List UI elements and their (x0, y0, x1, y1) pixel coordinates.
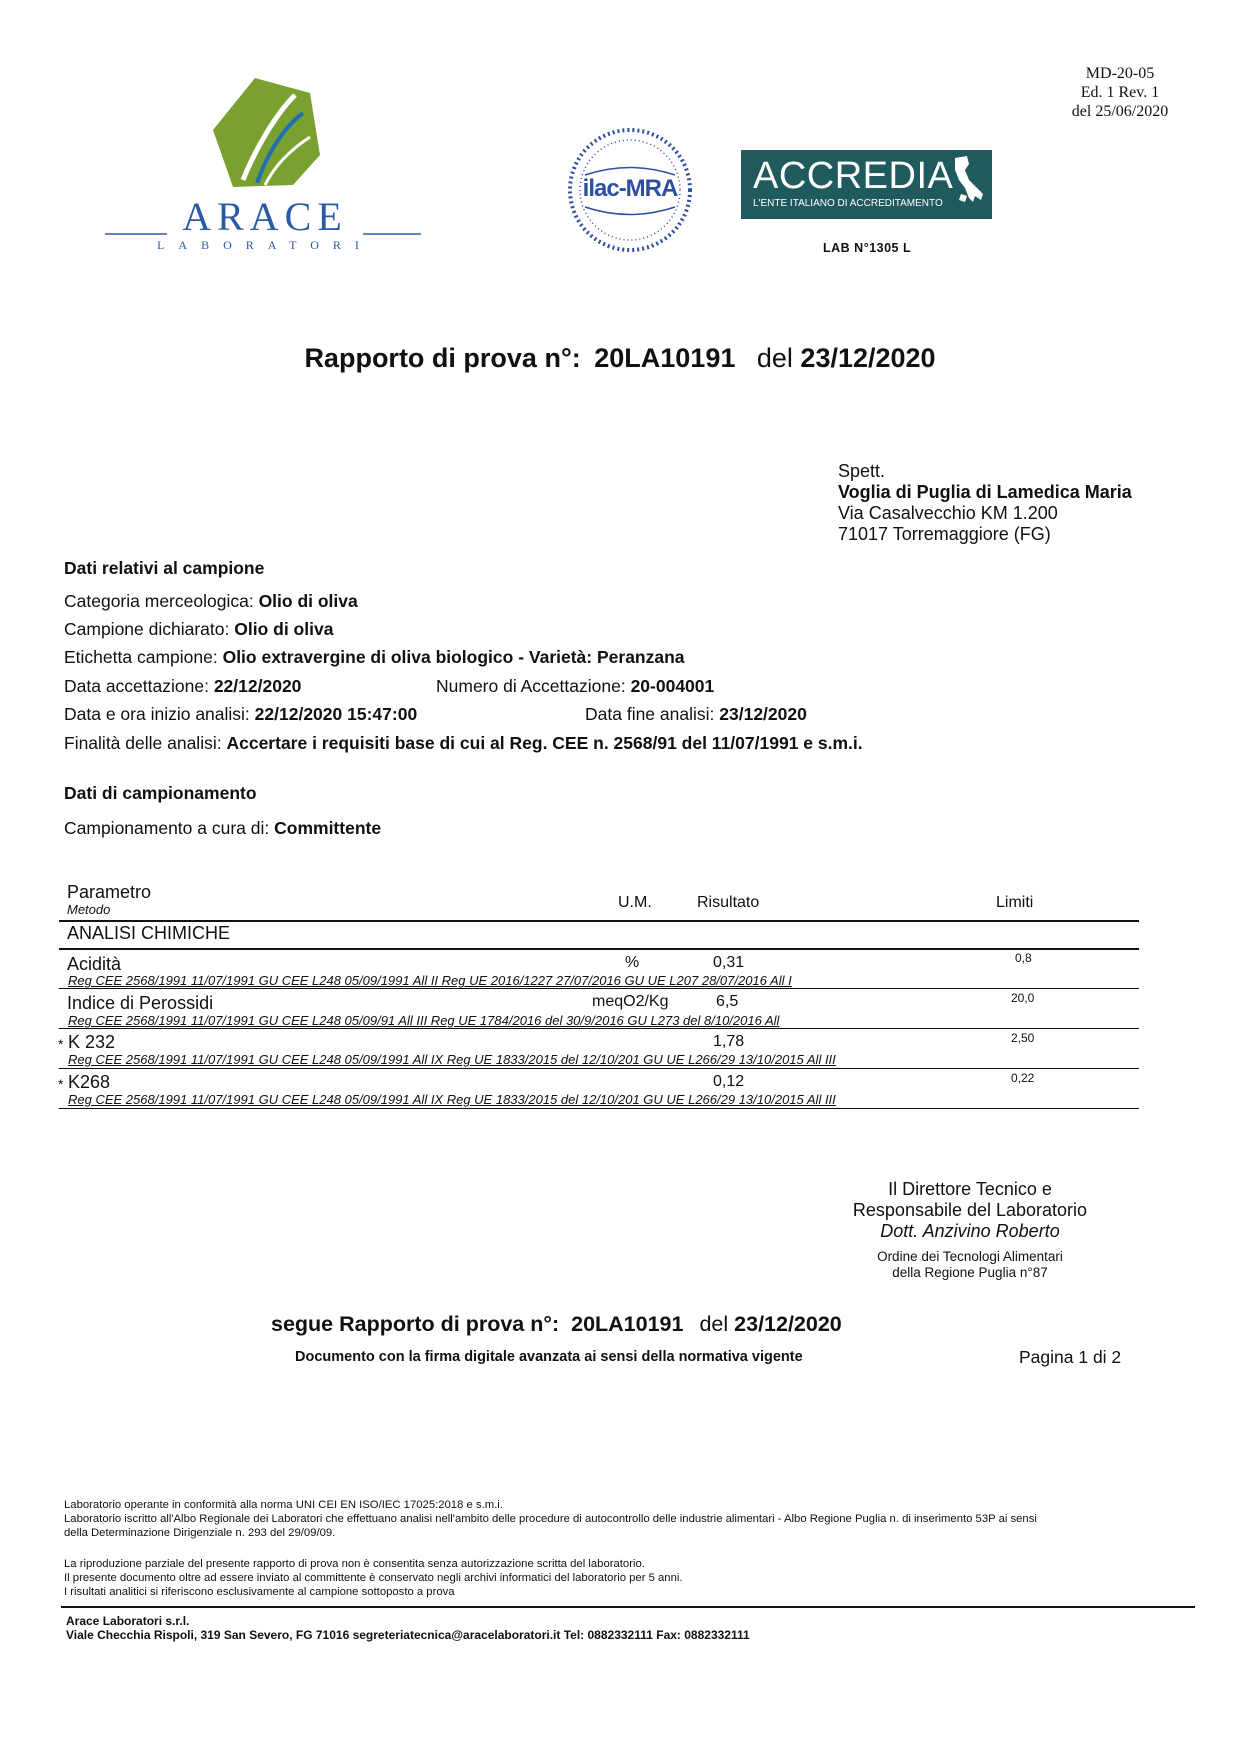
continuation-number: 20LA10191 (571, 1312, 684, 1336)
report-title (0, 343, 1240, 374)
row-limit: 0,22 (1011, 1071, 1035, 1085)
ilac-mra-logo (565, 125, 695, 255)
accredia-subtitle: L'ENTE ITALIANO DI ACCREDITAMENTO (753, 198, 943, 209)
sample-purpose-label: Finalità delle analisi: (64, 733, 222, 753)
sample-category-value: Olio di oliva (258, 591, 358, 611)
row-parameter: Acidità (67, 954, 122, 974)
header-limits: Limiti (996, 894, 1034, 911)
row-parameter: Indice di Perossidi (67, 993, 214, 1013)
recipient-address-2: 71017 Torremaggiore (FG) (838, 524, 1051, 544)
arace-logo-name: ARACE (182, 194, 348, 239)
sample-analysis-end (585, 704, 807, 725)
row-unit: meqO2/Kg (592, 993, 669, 1010)
document-edition: Ed. 1 Rev. 1 (1080, 84, 1160, 101)
document-code-block (1060, 64, 1180, 121)
continuation-date: 23/12/2020 (734, 1312, 842, 1336)
report-title-prefix: Rapporto di prova n°: (304, 343, 581, 373)
row-rule (59, 1068, 1139, 1069)
header-result: Risultato (697, 894, 760, 911)
row-unit: % (625, 954, 640, 971)
sample-analysis-start (64, 704, 417, 725)
footer-line-6: I risultati analitici si riferiscono esclusivamente al campione sottoposto a prova (64, 1586, 455, 1598)
sample-acceptance-number-value: 20-004001 (630, 676, 715, 696)
footer-line-1: Laboratorio operante in conformità alla norma UNI CEI EN ISO/IEC 17025:2018 e s.m.i. (64, 1499, 503, 1511)
signature-block (820, 1179, 1120, 1281)
sample-category-label: Categoria merceologica: (64, 591, 254, 611)
sampling-section-title: Dati di campionamento (64, 783, 257, 803)
row-method: Reg CEE 2568/1991 11/07/1991 GU CEE L248 05/09/1991 All IX Reg UE 1833/2015 del 12/10/201 GU UE L266/29 13/10/2015 All III (68, 1052, 836, 1067)
row-parameter: K268 (68, 1072, 111, 1092)
row-rule (59, 1028, 1139, 1029)
row-method: Reg CEE 2568/1991 11/07/1991 GU CEE L248 05/09/1991 All IX Reg UE 1833/2015 del 12/10/201 GU UE L266/29 13/10/2015 All III (68, 1092, 836, 1107)
arace-logo-subtitle: LABORATORI (157, 238, 373, 252)
sampling-by-value: Committente (274, 818, 382, 838)
ilac-mra-text: ilac-MRA (582, 175, 678, 202)
document-code-date: del 25/06/2020 (1071, 103, 1169, 120)
row-rule (59, 1108, 1139, 1109)
sample-acceptance-date-value: 22/12/2020 (213, 676, 302, 696)
sample-declared-label: Campione dichiarato: (64, 619, 230, 639)
row-method: Reg CEE 2568/1991 11/07/1991 GU CEE L248 05/09/1991 All II Reg UE 2016/1227 27/07/2016 GU UE L207 28/07/2016 All I (68, 973, 792, 988)
footer-company-contacts: Viale Checchia Rispoli, 319 San Severo, FG 71016 segreteriatecnica@aracelaboratori.it Tel: 0882332111 Fax: 0882332111 (66, 1628, 750, 1642)
sample-analysis-end-label: Data fine analisi: (585, 704, 715, 724)
signature-order-1: Ordine dei Tecnologi Alimentari (877, 1249, 1063, 1264)
page-indicator: Pagina 1 di 2 (1019, 1347, 1122, 1367)
sample-section-title: Dati relativi al campione (64, 558, 265, 578)
footer-notes (64, 1557, 683, 1599)
footer-compliance (64, 1498, 1037, 1540)
sample-purpose (64, 733, 863, 754)
footer-rule (61, 1606, 1195, 1608)
signature-title-2: Responsabile del Laboratorio (852, 1200, 1088, 1220)
footer-line-4: La riproduzione parziale del presente rapporto di prova non è consentita senza autorizzazione scritta del laboratorio. (64, 1558, 645, 1570)
row-star: * (58, 1076, 64, 1092)
signature-title-1: Il Direttore Tecnico e (888, 1179, 1052, 1199)
row-limit: 0,8 (1015, 951, 1032, 965)
row-method: Reg CEE 2568/1991 11/07/1991 GU CEE L248 05/09/91 All III Reg UE 1784/2016 del 30/9/2016 GU L273 del 8/10/2016 All (68, 1013, 780, 1028)
sample-acceptance-date-label: Data accettazione: (64, 676, 209, 696)
footer-company (66, 1614, 750, 1642)
continuation-prefix: segue Rapporto di prova n°: (271, 1312, 560, 1336)
header-parameter: Parametro (67, 882, 152, 902)
report-date: 23/12/2020 (800, 343, 936, 373)
footer-line-2: Laboratorio iscritto all'Albo Regionale dei Laboratori che effettuano analisi nell'ambito delle procedure di autocontrollo delle industrie alimentari - Albo Regione Puglia n. di inserimento 53P ai sensi (64, 1513, 1037, 1525)
table-group-label: ANALISI CHIMICHE (67, 923, 231, 943)
continuation-title (271, 1312, 842, 1337)
sample-label-label: Etichetta campione: (64, 647, 218, 667)
sample-analysis-start-label: Data e ora inizio analisi: (64, 704, 250, 724)
report-number: 20LA10191 (594, 343, 736, 373)
row-result: 0,31 (713, 954, 745, 971)
sample-acceptance-number-label: Numero di Accettazione: (436, 676, 626, 696)
recipient-block (838, 461, 1132, 545)
document-code: MD-20-05 (1085, 65, 1155, 82)
sampling-by-label: Campionamento a cura di: (64, 818, 270, 838)
report-title-del: del (756, 343, 793, 373)
row-result: 0,12 (713, 1073, 745, 1090)
sample-declared (64, 619, 333, 640)
row-star: * (58, 1036, 64, 1052)
sample-label-value: Olio extravergine di oliva biologico - Varietà: Peranzana (222, 647, 685, 667)
footer-line-3: della Determinazione Dirigenziale n. 293 del 29/09/09. (64, 1527, 336, 1539)
table-group-rule (59, 948, 1139, 950)
signature-order-2: della Regione Puglia n°87 (892, 1265, 1048, 1280)
footer-company-name: Arace Laboratori s.r.l. (66, 1614, 190, 1628)
header-method: Metodo (67, 902, 111, 917)
lab-number: LAB N°1305 L (823, 241, 912, 255)
recipient-name: Voglia di Puglia di Lamedica Maria (838, 482, 1132, 502)
recipient-salutation: Spett. (838, 461, 886, 481)
accredia-name: ACCREDIA (753, 155, 954, 197)
table-header-rule (59, 920, 1139, 922)
header-unit: U.M. (618, 894, 652, 911)
sample-purpose-value: Accertare i requisiti base di cui al Reg. CEE n. 2568/91 del 11/07/1991 e s.m.i. (226, 733, 863, 753)
sampling-by (64, 818, 381, 839)
arace-logo (105, 75, 425, 265)
continuation-del: del (699, 1312, 729, 1336)
sample-analysis-start-value: 22/12/2020 15:47:00 (254, 704, 418, 724)
row-limit: 2,50 (1011, 1031, 1035, 1045)
row-result: 6,5 (716, 993, 739, 1010)
row-rule (59, 988, 1139, 989)
row-limit: 20,0 (1011, 991, 1035, 1005)
sample-acceptance-number (436, 676, 714, 697)
row-result: 1,78 (713, 1033, 745, 1050)
sample-analysis-end-value: 23/12/2020 (719, 704, 807, 724)
footer-line-5: Il presente documento oltre ad essere inviato al committente è conservato negli archivi informatici del laboratorio per 5 anni. (64, 1572, 683, 1584)
accredia-logo (741, 150, 992, 219)
sample-acceptance-date (64, 676, 301, 697)
row-parameter: K 232 (68, 1032, 116, 1052)
sample-declared-value: Olio di oliva (234, 619, 334, 639)
signature-name: Dott. Anzivino Roberto (880, 1221, 1060, 1241)
recipient-address-1: Via Casalvecchio KM 1.200 (838, 503, 1058, 523)
italy-map-icon (947, 154, 987, 214)
digital-signature-note: Documento con la firma digitale avanzata ai sensi della normativa vigente (295, 1349, 803, 1365)
sample-label (64, 647, 685, 668)
sample-category (64, 591, 358, 612)
